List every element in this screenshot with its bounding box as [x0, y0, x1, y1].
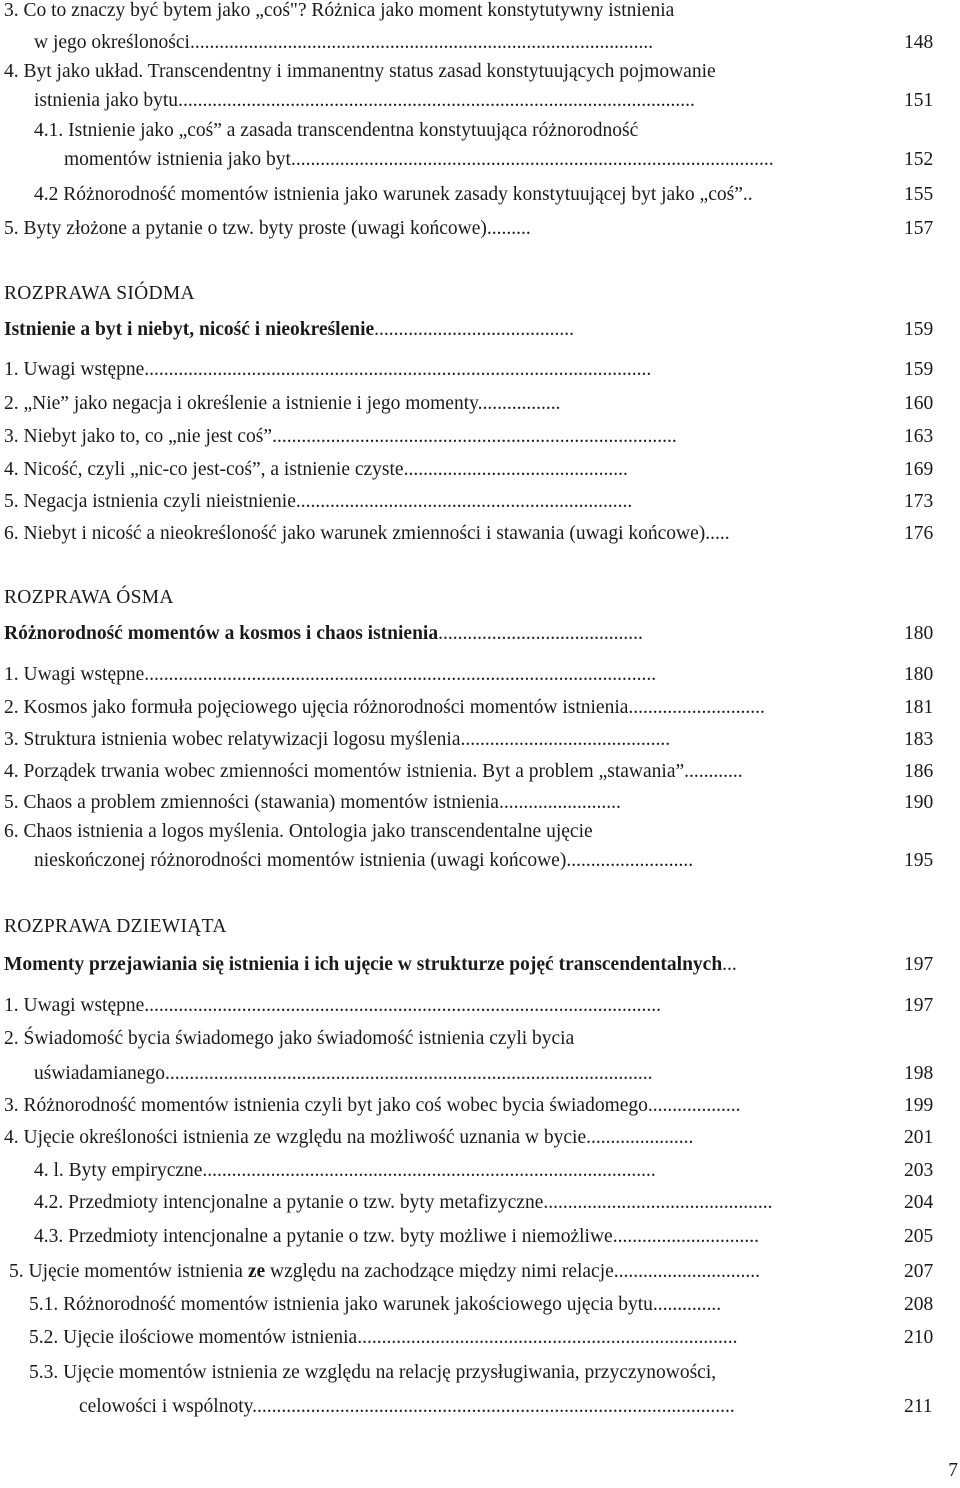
- toc-entry-line: 5. Chaos a problem zmienności (stawania) momentów istnienia......................... 190: [0, 788, 960, 818]
- toc-entry-title: 4.3. Przedmioty intencjonalne a pytanie o tzw. byty możliwe i niemożliwe: [34, 1226, 613, 1247]
- toc-entry-emphasis: ze: [247, 1261, 266, 1282]
- toc-entry-title: 1. Uwagi wstępne: [4, 995, 145, 1016]
- toc-entry-title: 3. Niebyt jako to, co „nie jest coś”: [4, 426, 273, 447]
- toc-entry-title: 4. Porządek trwania wobec zmienności momentów istnienia. Byt a problem „stawania”: [4, 761, 685, 782]
- toc-entry-line: [0, 116, 960, 146]
- toc-entry-title: 4. l. Byty empiryczne: [34, 1160, 203, 1181]
- toc-entry-title: 2. Kosmos jako formuła pojęciowego ujęcia różnorodności momentów istnienia: [4, 697, 629, 718]
- toc-entry-line: celowości i wspólnoty................................................................................................... 211: [0, 1392, 960, 1422]
- toc-entry-title: 5.3. Ujęcie momentów istnienia ze względu na relację przysługiwania, przyczynowości,: [29, 1362, 717, 1383]
- toc-entry-title: 6. Chaos istnienia a logos myślenia. Ontologia jako transcendentalne ujęcie: [4, 821, 593, 842]
- toc-entry-line: 4. l. Byty empiryczne............................................................................................. 203: [0, 1156, 960, 1186]
- page-number: 205: [904, 1226, 934, 1247]
- toc-entry-line: uświadamianego.................................................................................................... 198: [0, 1059, 960, 1089]
- toc-entry-line: istnienia jako bytu.......................................................................................................... 151: [0, 86, 960, 116]
- page-number: 211: [904, 1396, 933, 1417]
- toc-entry-title: 5.2. Ujęcie ilościowe momentów istnienia: [29, 1327, 358, 1348]
- toc-entry-title: 4. Ujęcie określoności istnienia ze względu na możliwość uznania w bycie: [4, 1127, 587, 1148]
- page-number: 203: [904, 1160, 934, 1181]
- toc-entry-title: 4. Nicość, czyli „nic-co jest-coś”, a istnienie czyste: [4, 459, 404, 480]
- page-number: 183: [904, 729, 934, 750]
- toc-entry-title: 1. Uwagi wstępne: [4, 359, 145, 380]
- toc-entry-line: 4.2 Różnorodność momentów istnienia jako warunek zasady konstytuującej byt jako „coś”.. 155: [0, 180, 960, 210]
- toc-entry-line: w jego określoności............................................................................................... 148: [0, 28, 960, 58]
- page-number: 208: [904, 1294, 934, 1315]
- toc-entry-title-rest: względu na zachodzące między nimi relacje: [265, 1261, 614, 1282]
- toc-entry-line: [0, 817, 960, 847]
- toc-entry-title: 3. Różnorodność momentów istnienia czyli byt jako coś wobec bycia świadomego: [4, 1095, 648, 1116]
- toc-entry-title: 4.2 Różnorodność momentów istnienia jako warunek zasady konstytuującej byt jako „coś”: [34, 184, 743, 205]
- toc-entry-line: 3. Struktura istnienia wobec relatywizacji logosu myślenia........................................... 183: [0, 725, 960, 755]
- toc-entry-line: 4. Nicość, czyli „nic-co jest-coś”, a istnienie czyste.............................................. 169: [0, 455, 960, 485]
- toc-entry-title: 5. Byty złożone a pytanie o tzw. byty proste (uwagi końcowe): [4, 218, 487, 239]
- toc-entry-line: 2. Kosmos jako formuła pojęciowego ujęcia różnorodności momentów istnienia............................ 181: [0, 693, 960, 723]
- page-number: 159: [904, 359, 934, 380]
- toc-section-title-line: Różnorodność momentów a kosmos i chaos istnienia.......................................... 180: [0, 619, 960, 649]
- toc-entry-line: [0, 57, 960, 87]
- page-number: 180: [904, 664, 934, 685]
- toc-section-title: Różnorodność momentów a kosmos i chaos istnienia: [4, 623, 439, 644]
- page-number: 198: [904, 1063, 934, 1084]
- toc-entry-title: 4.2. Przedmioty intencjonalne a pytanie o tzw. byty metafizyczne: [34, 1192, 544, 1213]
- page-number: 199: [904, 1095, 934, 1116]
- toc-entry-line: nieskończonej różnorodności momentów istnienia (uwagi końcowe).......................... 195: [0, 846, 960, 876]
- toc-entry-line: momentów istnienia jako byt................................................................................................... 152: [0, 145, 960, 175]
- toc-entry-title-cont: nieskończonej różnorodności momentów istnienia (uwagi końcowe): [34, 850, 567, 871]
- toc-entry-line: 4.2. Przedmioty intencjonalne a pytanie o tzw. byty metafizyczne............................................... 204: [0, 1188, 960, 1218]
- toc-entry-title-cont: uświadamianego: [34, 1063, 166, 1084]
- toc-entry-title-cont: w jego określoności: [34, 32, 190, 53]
- toc-section-title: Istnienie a byt i niebyt, nicość i nieokreślenie: [4, 319, 375, 340]
- toc-entry-title-cont: momentów istnienia jako byt: [64, 149, 291, 170]
- toc-entry-title: 5. Ujęcie momentów istnienia: [9, 1261, 248, 1282]
- toc-entry-line: 1. Uwagi wstępne........................................................................................................ 159: [0, 355, 960, 385]
- toc-entry-title-cont: istnienia jako bytu: [34, 90, 179, 111]
- section-heading: ROZPRAWA DZIEWIĄTA: [4, 916, 227, 937]
- toc-entry-line: 3. Niebyt jako to, co „nie jest coś”................................................................................... 163: [0, 422, 960, 452]
- toc-section-title-line: Momenty przejawiania się istnienia i ich ujęcie w strukturze pojęć transcendentalnych... 197: [0, 950, 960, 980]
- toc-entry-title: 6. Niebyt i nicość a nieokreśloność jako warunek zmienności i stawania (uwagi końcowe): [4, 523, 706, 544]
- toc-section-title: Momenty przejawiania się istnienia i ich ujęcie w strukturze pojęć transcendentalnych: [4, 954, 723, 975]
- toc-entry-line: 5. Byty złożone a pytanie o tzw. byty proste (uwagi końcowe)......... 157: [0, 214, 960, 244]
- toc-entry-line: 6. Niebyt i nicość a nieokreśloność jako warunek zmienności i stawania (uwagi końcowe)..... 176: [0, 519, 960, 549]
- toc-entry-line: 5. Negacja istnienia czyli nieistnienie..................................................................... 173: [0, 487, 960, 517]
- toc-entry-line: [0, 0, 960, 26]
- toc-section-title-line: Istnienie a byt i niebyt, nicość i nieokreślenie......................................... 159: [0, 315, 960, 345]
- section-heading: ROZPRAWA ÓSMA: [4, 587, 174, 608]
- page-number: 148: [904, 32, 934, 53]
- toc-entry-line: [0, 1024, 960, 1054]
- page-number: 210: [904, 1327, 934, 1348]
- page-number: 159: [904, 319, 934, 340]
- toc-entry-title: 2. „Nie” jako negacja i określenie a istnienie i jego momenty: [4, 393, 478, 414]
- toc-entry-title: 5. Negacja istnienia czyli nieistnienie: [4, 491, 296, 512]
- page-number: 151: [904, 90, 934, 111]
- toc-entry-title: 2. Świadomość bycia świadomego jako świadomość istnienia czyli bycia: [4, 1028, 575, 1049]
- page-number: 169: [904, 459, 934, 480]
- page-number: 197: [904, 954, 934, 975]
- page-number: 181: [904, 697, 934, 718]
- toc-entry-title: 3. Co to znaczy być bytem jako „coś"? Różnica jako moment konstytutywny istnienia: [4, 0, 675, 21]
- toc-entry-line: 5. Ujęcie momentów istnienia ze względu na zachodzące między nimi relacje.............................. 207: [0, 1257, 960, 1287]
- page-number: 152: [904, 149, 934, 170]
- page-number: 173: [904, 491, 934, 512]
- page-number: 195: [904, 850, 934, 871]
- toc-entry-title: 1. Uwagi wstępne: [4, 664, 145, 685]
- toc-entry-line: 4. Ujęcie określoności istnienia ze względu na możliwość uznania w bycie...................... 201: [0, 1123, 960, 1153]
- page-number: 207: [904, 1261, 934, 1282]
- section-heading: ROZPRAWA SIÓDMA: [4, 283, 195, 304]
- toc-entry-line: 1. Uwagi wstępne.......................................................................................................... 197: [0, 991, 960, 1021]
- toc-entry-title: 5.1. Różnorodność momentów istnienia jako warunek jakościowego ujęcia bytu: [29, 1294, 653, 1315]
- toc-entry-line: 2. „Nie” jako negacja i określenie a istnienie i jego momenty................. 160: [0, 389, 960, 419]
- page-number: 197: [904, 995, 934, 1016]
- toc-entry-line: 4. Porządek trwania wobec zmienności momentów istnienia. Byt a problem „stawania”............ 186: [0, 757, 960, 787]
- toc-entry-title: 3. Struktura istnienia wobec relatywizacji logosu myślenia: [4, 729, 461, 750]
- page-number: 155: [904, 184, 934, 205]
- toc-entry-line: 5.1. Różnorodność momentów istnienia jako warunek jakościowego ujęcia bytu.............. 208: [0, 1290, 960, 1320]
- toc-entry-line: 4.3. Przedmioty intencjonalne a pytanie o tzw. byty możliwe i niemożliwe.............................. 205: [0, 1222, 960, 1252]
- page-number: 186: [904, 761, 934, 782]
- page-folio: 7: [948, 1460, 958, 1481]
- toc-entry-line: 3. Różnorodność momentów istnienia czyli byt jako coś wobec bycia świadomego................... 199: [0, 1091, 960, 1121]
- toc-entry-line: [0, 1358, 960, 1388]
- page-number: 190: [904, 792, 934, 813]
- toc-entry-line: 1. Uwagi wstępne......................................................................................................... 180: [0, 660, 960, 690]
- toc-entry-title: 5. Chaos a problem zmienności (stawania) momentów istnienia: [4, 792, 499, 813]
- page-number: 160: [904, 393, 934, 414]
- toc-entry-line: 5.2. Ujęcie ilościowe momentów istnienia.............................................................................. 210: [0, 1323, 960, 1353]
- page-number: 204: [904, 1192, 934, 1213]
- toc-entry-title: 4. Byt jako układ. Transcendentny i immanentny status zasad konstytuujących pojmowanie: [4, 61, 716, 82]
- page-number: 180: [904, 623, 934, 644]
- page-number: 163: [904, 426, 934, 447]
- toc-entry-title-cont: celowości i wspólnoty: [79, 1396, 253, 1417]
- page-number: 201: [904, 1127, 934, 1148]
- page-number: 176: [904, 523, 934, 544]
- toc-entry-title: 4.1. Istnienie jako „coś” a zasada transcendentna konstytuująca różnorodność: [34, 120, 639, 141]
- page-number: 157: [904, 218, 934, 239]
